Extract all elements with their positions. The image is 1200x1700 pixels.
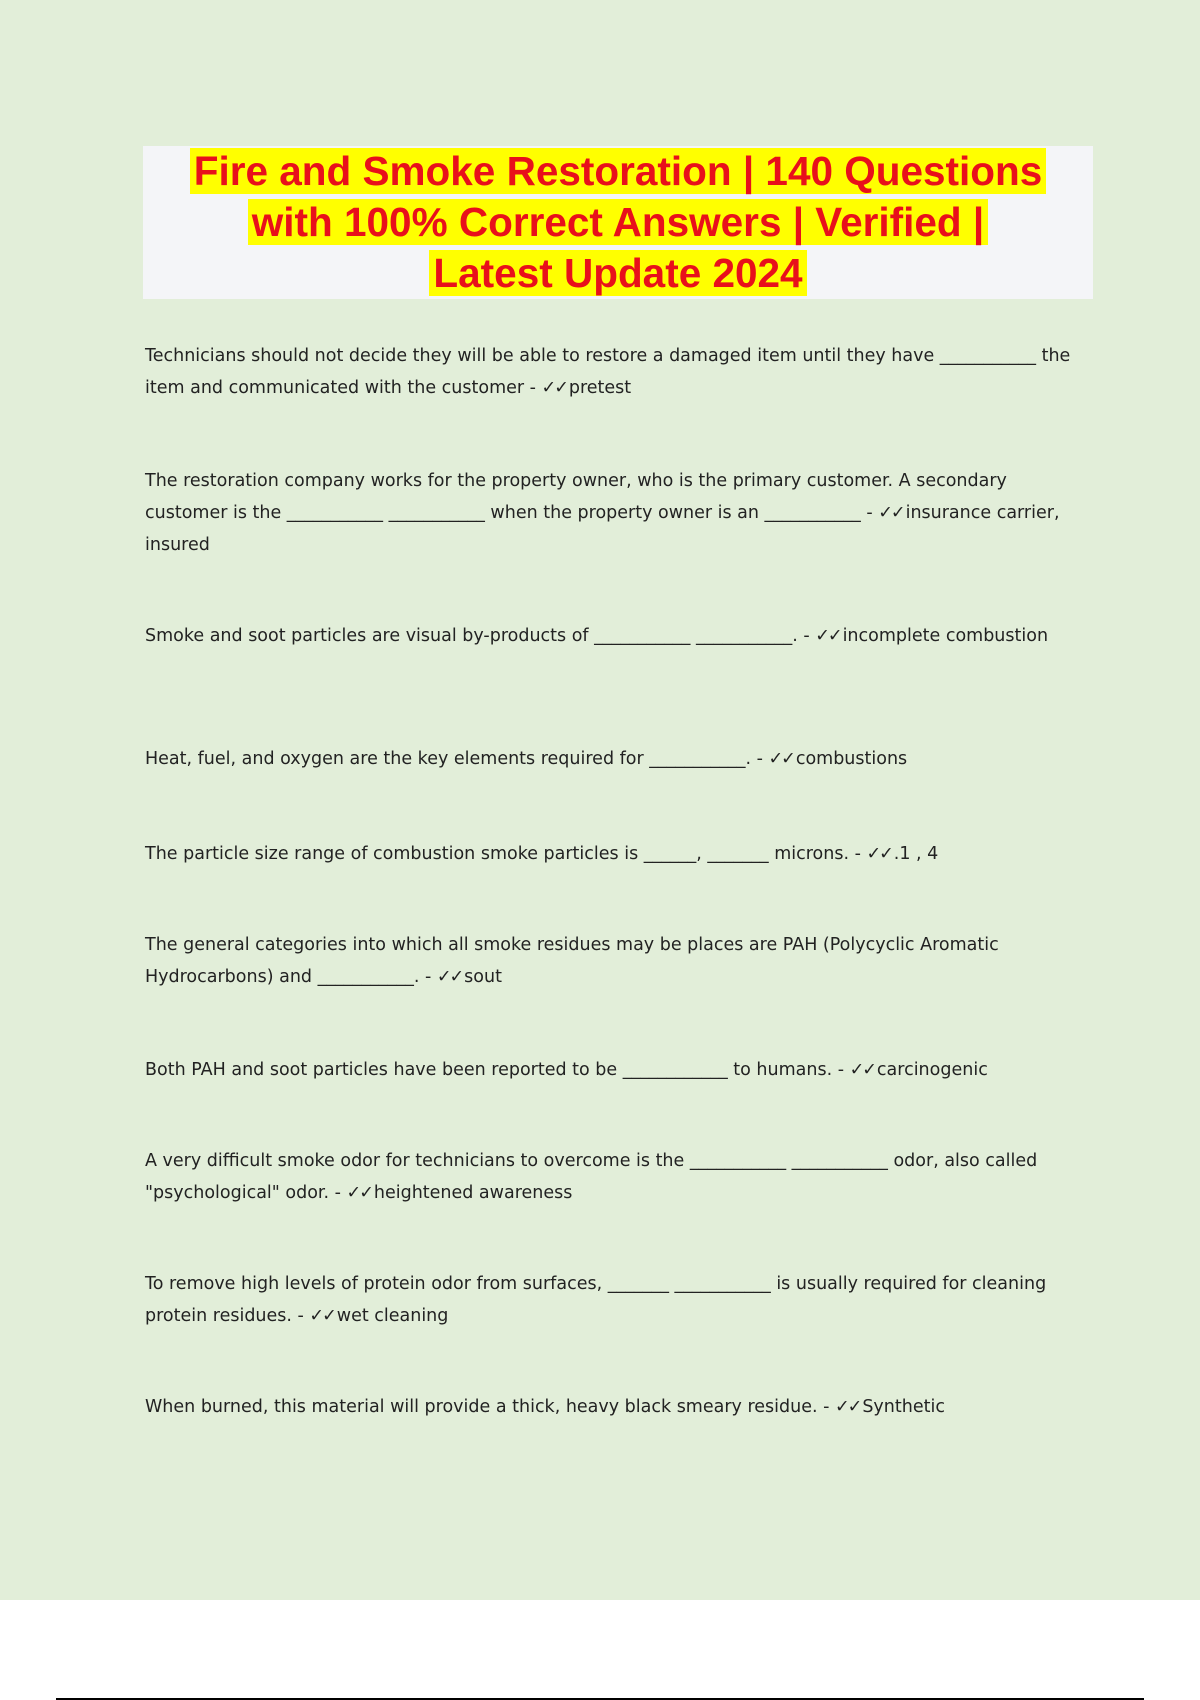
qa-item-5 [145,838,1090,870]
question-text: The particle size range of combustion smoke particles is ______, _______ microns. - [145,844,867,864]
question-text: Heat, fuel, and oxygen are the key elements required for ___________. - [145,749,769,769]
answer-text: insurance carrier, insured [145,503,1060,555]
qa-item-9 [145,1268,1090,1332]
title-line-1: Fire and Smoke Restoration | 140 Questions [190,148,1047,194]
answer-text: wet cleaning [336,1306,449,1326]
check-icon: ✓✓ [815,626,841,646]
question-text: When burned, this material will provide a thick, heavy black smeary residue. - [145,1397,835,1417]
question-text: Technicians should not decide they will be able to restore a damaged item until they have ___________ the item and communicated with the customer - [145,346,1071,398]
check-icon: ✓✓ [541,378,567,398]
question-text: Both PAH and soot particles have been reported to be ____________ to humans. - [145,1060,850,1080]
qa-item-8 [145,1145,1090,1209]
title-line-2: with 100% Correct Answers | Verified | [248,199,988,245]
answer-text: pretest [568,378,632,398]
check-icon: ✓✓ [346,1183,372,1203]
answer-text: heightened awareness [373,1183,573,1203]
question-text: The general categories into which all smoke residues may be places are PAH (Polycyclic Aromatic Hydrocarbons) and ___________. - [145,935,999,987]
title-box [143,146,1093,299]
question-text: A very difficult smoke odor for technicians to overcome is the ___________ ___________ odor, also called "psychological" odor. - [145,1151,1038,1203]
question-text: Smoke and soot particles are visual by-products of ___________ ___________. - [145,626,816,646]
check-icon: ✓✓ [849,1060,875,1080]
qa-item-4 [145,743,1090,775]
qa-item-6 [145,929,1090,993]
question-text: The restoration company works for the property owner, who is the primary customer. A secondary customer is the ___________ ___________ when the property owner is an ___________ - [145,471,1007,523]
answer-text: sout [464,967,502,987]
qa-item-10 [145,1391,1090,1423]
document-title [143,146,1093,299]
qa-item-3 [145,620,1090,652]
check-icon: ✓✓ [436,967,463,987]
check-icon: ✓✓ [866,844,892,864]
answer-text: carcinogenic [876,1060,988,1080]
answer-text: Synthetic [862,1397,945,1417]
check-icon: ✓✓ [309,1306,335,1326]
check-icon: ✓✓ [768,749,794,769]
check-icon: ✓✓ [835,1397,861,1417]
answer-text: .1 , 4 [893,844,939,864]
title-line-3: Latest Update 2024 [429,250,806,296]
qa-item-1 [145,340,1090,404]
qa-item-7 [145,1054,1090,1086]
answer-text: incomplete combustion [842,626,1049,646]
qa-item-2 [145,465,1090,561]
answer-text: combustions [795,749,908,769]
question-text: To remove high levels of protein odor from surfaces, _______ ___________ is usually required for cleaning protein residues. - [145,1274,1047,1326]
check-icon: ✓✓ [878,503,904,523]
